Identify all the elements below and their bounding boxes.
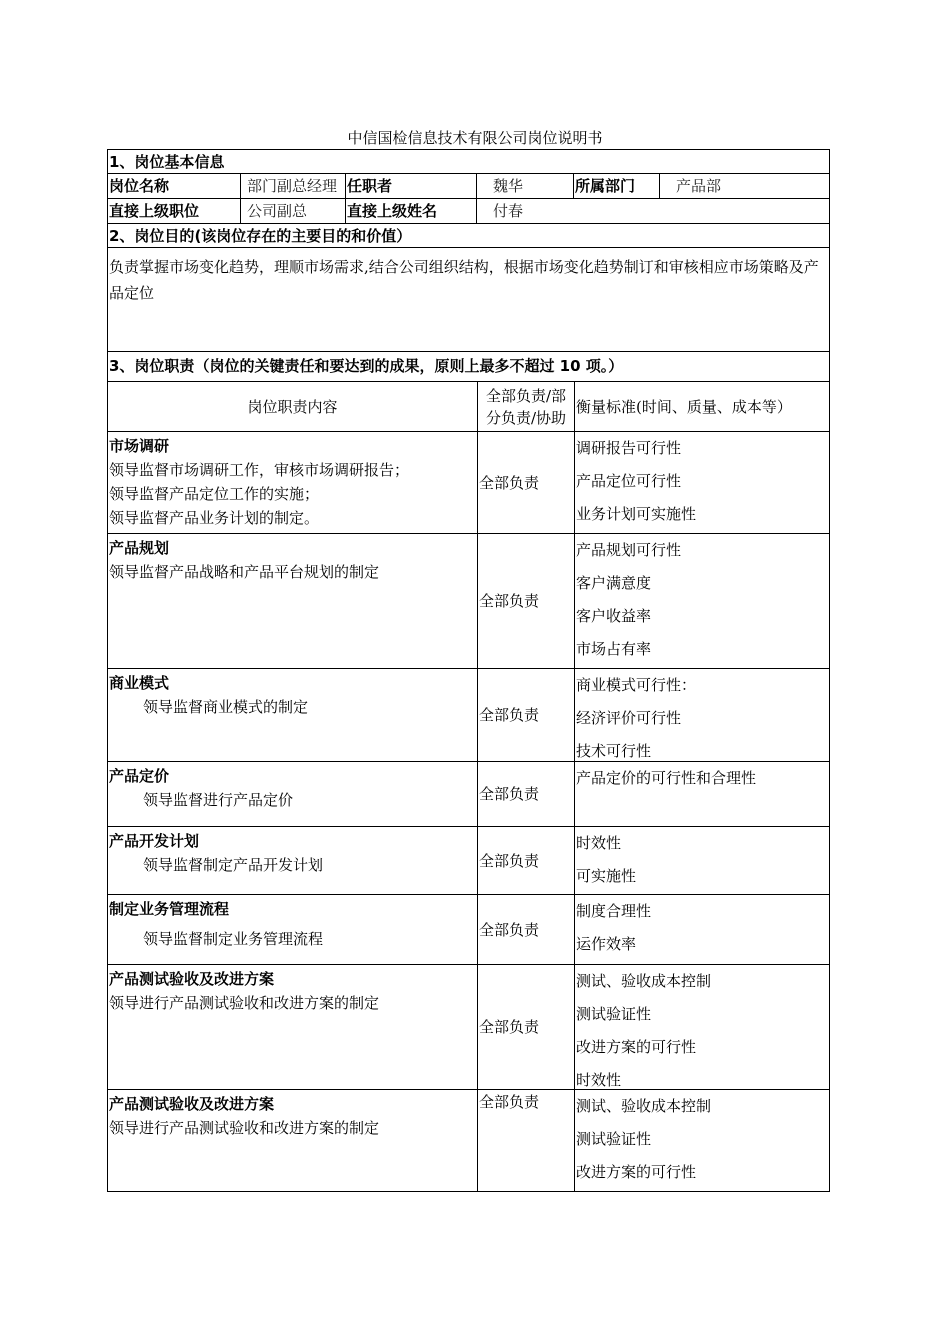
header-content: 岗位职责内容 [108,382,478,431]
duty-line: 领导监督商业模式的制定 [143,698,309,716]
duty-criterion: 运作效率 [576,935,637,953]
duty-responsibility: 全部负责 [478,534,575,668]
duty-title: 商业模式 [109,674,170,692]
duty-line: 领导监督产品战略和产品平台规划的制定 [109,563,380,581]
duty-responsibility: 全部负责 [478,669,575,761]
duty-line: 领导进行产品测试验收和改进方案的制定 [109,994,380,1012]
duty-title: 产品规划 [109,539,170,557]
department-value: 产品部 [676,177,722,195]
basic-info-row-2 [108,199,829,224]
duty-row [108,965,829,1090]
duty-criterion: 制度合理性 [576,902,652,920]
duty-title: 产品测试验收及改进方案 [109,1095,275,1113]
duty-row [108,1090,829,1191]
position-name-value: 部门副总经理 [241,174,346,198]
duty-title: 产品测试验收及改进方案 [109,970,275,988]
incumbent-value: 魏华 [477,174,574,198]
superior-name-value: 付春 [493,202,524,220]
superior-name-label: 直接上级姓名 [346,199,477,223]
duty-row [108,534,829,669]
duty-responsibility: 全部负责 [478,965,575,1089]
duty-title: 产品定价 [109,767,170,785]
duty-criterion: 产品规划可行性 [576,541,682,559]
duty-criterion: 产品定位可行性 [576,472,682,490]
duty-criterion: 可实施性 [576,867,637,885]
duty-criterion: 时效性 [576,834,622,852]
duty-title: 市场调研 [109,437,170,455]
duty-line: 领导监督制定产品开发计划 [143,856,324,874]
duty-criterion: 调研报告可行性 [576,439,682,457]
duty-responsibility: 全部负责 [478,895,575,964]
duty-criterion: 技术可行性 [576,742,652,760]
duty-line: 领导进行产品测试验收和改进方案的制定 [109,1119,380,1137]
duty-criterion: 改进方案的可行性 [576,1038,697,1056]
header-measure: 衡量标准(时间、质量、成本等） [576,397,792,416]
duty-responsibility: 全部负责 [478,432,575,533]
department-label: 所属部门 [574,174,660,198]
duty-line: 领导监督产品业务计划的制定。 [109,509,320,527]
duty-row [108,762,829,827]
document-title: 中信国检信息技术有限公司岗位说明书 [347,129,603,147]
superior-position-value: 公司副总 [241,199,346,223]
duty-criterion: 客户满意度 [576,574,652,592]
duty-line: 领导监督制定业务管理流程 [143,930,324,948]
duty-responsibility: 全部负责 [478,1090,575,1191]
duty-criterion: 经济评价可行性 [576,709,682,727]
incumbent-label: 任职者 [346,174,477,198]
duty-criterion: 测试、验收成本控制 [576,1097,712,1115]
duty-row [108,432,829,534]
duty-line: 领导监督市场调研工作，审核市场调研报告； [109,461,410,479]
duty-criterion: 市场占有率 [576,640,652,658]
superior-position-label: 直接上级职位 [108,199,241,223]
position-name-label: 岗位名称 [108,174,241,198]
duty-criterion: 测试验证性 [576,1005,652,1023]
duty-row [108,895,829,965]
duty-row [108,669,829,762]
duty-criterion: 商业模式可行性： [576,676,697,694]
duty-criterion: 改进方案的可行性 [576,1163,697,1181]
section-purpose-heading: 2、岗位目的(该岗位存在的主要目的和价值） [108,224,829,248]
duty-criterion: 客户收益率 [576,607,652,625]
section-duties-heading: 3、岗位职责（岗位的关键责任和要达到的成果，原则上最多不超过 10 项。） [108,352,829,382]
duty-criterion: 产品定价的可行性和合理性 [576,769,757,787]
duty-criterion: 测试、验收成本控制 [576,972,712,990]
duty-line: 领导监督进行产品定价 [143,791,294,809]
job-description-table [107,149,830,1192]
duty-responsibility: 全部负责 [478,762,575,826]
duty-criterion: 测试验证性 [576,1130,652,1148]
basic-info-row-1 [108,174,829,199]
duty-row [108,827,829,895]
duty-criterion: 业务计划可实施性 [576,505,697,523]
duties-header-row [108,382,829,432]
purpose-text: 负责掌握市场变化趋势，理顺市场需求,结合公司组织结构，根据市场变化趋势制订和审核相应市场策略及产品定位 [108,248,829,352]
duty-criterion: 时效性 [576,1071,622,1089]
section-basic-info-heading: 1、岗位基本信息 [108,150,829,174]
duty-responsibility: 全部负责 [478,827,575,894]
header-responsibility: 全部负责/部分负责/协助 [478,382,575,431]
duty-title: 制定业务管理流程 [109,900,230,918]
duty-title: 产品开发计划 [109,832,200,850]
duty-line: 领导监督产品定位工作的实施； [109,485,320,503]
